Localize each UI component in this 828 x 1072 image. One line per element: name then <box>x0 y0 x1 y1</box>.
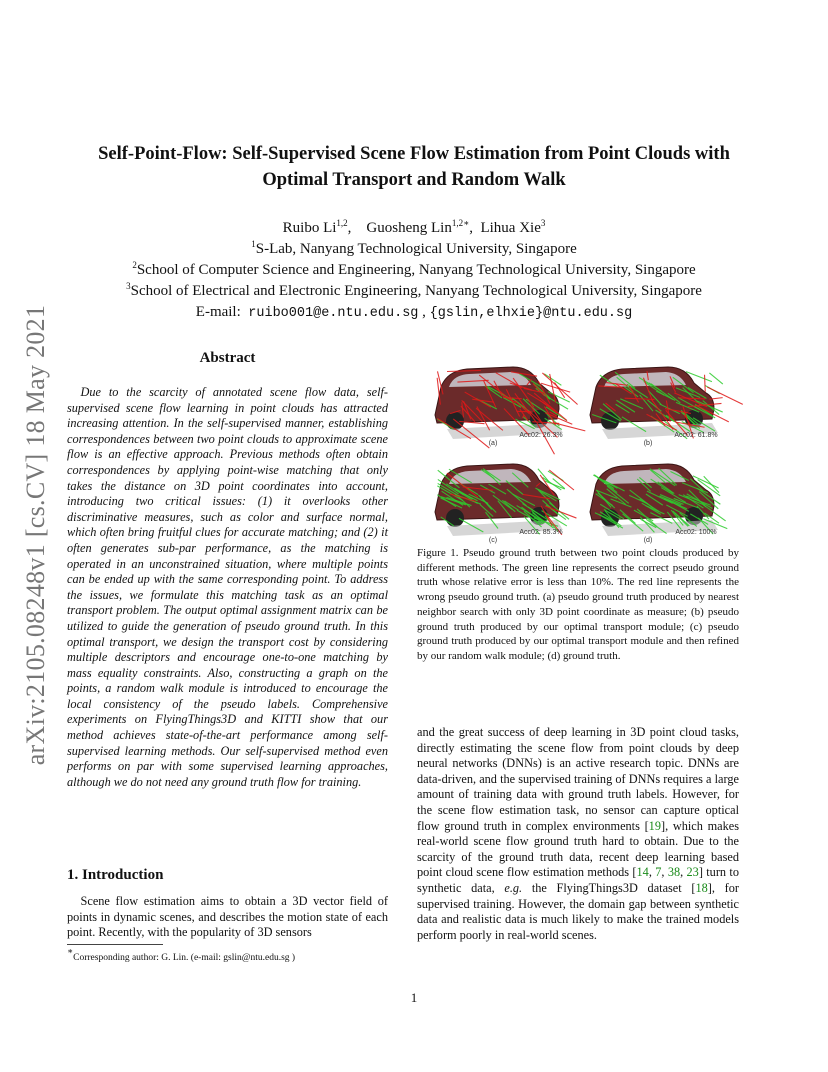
footnote <box>67 946 388 964</box>
arxiv-stamp-text: arXiv:2105.08248v1 [cs.CV] 18 May 2021 <box>21 304 50 766</box>
affiliation-3: $^3$School of Electrical and Electronic Engineering, Nanyang Technological University, Singapore <box>126 281 702 299</box>
right-column-text: and the great success of deep learning in 3D point cloud tasks, directly estimating the scene flow from point clouds by deep neural networks (DNNs) is an active research topic. DNNs are data-driven, and the supervised training of DNNs requires a large amount of training data with ground truth labels. However, for the scene flow estimation task, no sensor can capture optical flow ground truth in complex environments [19], which makes real-world scene flow ground truth hard to obtain. Due to the scarcity of the ground truth data, recent deep learning based point cloud scene flow estimation methods [14, 7, 38, 23] turn to synthetic data, e.g. the FlyingThings3D dataset [18], for supervised training. However, the domain gap between synthetic data and realistic data is much likely to make the trained models perform poorly in real-world scenes. <box>417 725 739 942</box>
footnote-rule <box>67 944 163 945</box>
footnote-text: Corresponding author: G. Lin. (e-mail: gslin@ntu.edu.sg ) <box>73 953 296 963</box>
citation[interactable]: 19 <box>648 818 661 833</box>
panel-accuracy: Acc02: 26.3% <box>519 432 563 439</box>
author-1-sup: 1,2 <box>336 218 348 228</box>
panel-accuracy: Acc02: 100% <box>675 529 717 536</box>
figure-panel <box>590 367 743 447</box>
author-names: Ruibo Li$^{1,2}$, Guosheng Lin$^{1,2∗}$, Lihua Xie$^3$ <box>282 218 546 236</box>
author-3-sup: 3 <box>540 218 546 228</box>
affiliation-1: $^1$S-Lab, Nanyang Technological University, Singapore <box>251 239 577 257</box>
panel-label: (d) <box>643 537 653 544</box>
panel-accuracy: Acc02: 61.8% <box>674 432 718 439</box>
intro-text: Scene flow estimation aims to obtain a 3D vector field of points in dynamic scenes, and describes the motion state of each point. Recently, with the popularity of 3D sensors <box>67 894 388 940</box>
figure-panel <box>435 367 585 454</box>
panel-accuracy: Acc02: 85.3% <box>519 529 563 536</box>
author-3: Lihua Xie <box>480 220 541 236</box>
flow-line <box>709 373 722 384</box>
author-2: Guosheng Lin <box>366 220 452 236</box>
citation[interactable]: 14 <box>636 865 649 880</box>
figure-panel <box>435 464 576 544</box>
author-block <box>40 218 788 324</box>
citation[interactable]: 38 <box>667 865 681 880</box>
arxiv-stamp <box>21 285 55 785</box>
flow-line <box>705 375 706 392</box>
wheel-shape <box>446 509 464 527</box>
figure-panel <box>590 464 727 544</box>
figure-caption: Figure 1. Pseudo ground truth between two point clouds produced by different methods. The green line represents the correct pseudo ground truth whose relative error is less than 10%. The red line represents the wrong pseudo ground truth. (a) pseudo ground truth produced by nearest neighbor search with only 3D point coordinate as measure; (b) pseudo ground truth produced by our optimal transport module; (c) pseudo ground truth produced by our optimal transport module and then refined by our random walk module; (d) ground truth. <box>417 547 739 662</box>
panel-label: (a) <box>488 440 498 447</box>
abstract-heading: Abstract <box>199 350 256 366</box>
email-1[interactable]: ruibo001@e.ntu.edu.sg <box>248 306 419 321</box>
page-number: 1 <box>410 990 418 1005</box>
footnote-mark: ∗ <box>67 946 74 956</box>
title-line-2: Optimal Transport and Random Walk <box>262 170 566 190</box>
flow-line <box>544 374 561 385</box>
citation[interactable]: 7 <box>655 865 662 880</box>
citation[interactable]: 23 <box>686 865 699 880</box>
affiliation-2: $^2$School of Computer Science and Engineering, Nanyang Technological University, Singapore <box>132 260 696 278</box>
flow-line <box>549 470 574 490</box>
author-1: Ruibo Li <box>282 220 337 236</box>
citation[interactable]: 18 <box>695 880 708 895</box>
figure-1 <box>425 345 743 544</box>
author-2-sup: 1,2∗ <box>451 218 470 228</box>
paper-title <box>40 141 788 193</box>
email-2[interactable]: {gslin,elhxie}@ntu.edu.sg <box>429 306 633 321</box>
panel-label: (b) <box>643 440 653 447</box>
abstract-text: Due to the scarcity of annotated scene flow data, self-supervised scene flow learning in point clouds has attracted increasing attention. In the self-supervised manner, establishing correspondences between two point clouds to approximate scene flow is an effective approach. Previous methods often obtain correspondences by applying point-wise matching that only takes the distance on 3D point coordinates into account, introducing two critical issues: (1) it overlooks other discriminative measures, such as color and surface normal, which often bring fruitful clues for accurate matching; and (2) it often generates sub-par performance, as the matching is operated in an unconstrained situation, where multiple points can be ended up with the same corresponding point. To address the issues, we formulate this matching task as an optimal transport problem. The output optimal assignment matrix can be utilized to guide the generation of pseudo ground truth. In this optimal transport, we design the transport cost by considering multiple descriptors and encourage one-to-one matching by mass equality constraints. Also, constructing a graph on the points, a random walk module is introduced to encourage the local consistency of the pseudo labels. Comprehensive experiments on FlyingThings3D and KITTI show that our method achieves state-of-the-art performance among self-supervised learning methods. Our self-supervised method even performs on par with some supervised learning approaches, although we do not need any ground truth flow for training. <box>67 385 388 789</box>
title-line-1: Self-Point-Flow: Self-Supervised Scene Flow Estimation from Point Clouds with <box>98 144 730 164</box>
panel-label: (c) <box>488 537 498 544</box>
intro-heading: 1. Introduction <box>67 867 164 883</box>
email-line: E-mail: ruibo001@e.ntu.edu.sg , {gslin,elhxie}@ntu.edu.sg <box>195 304 633 321</box>
